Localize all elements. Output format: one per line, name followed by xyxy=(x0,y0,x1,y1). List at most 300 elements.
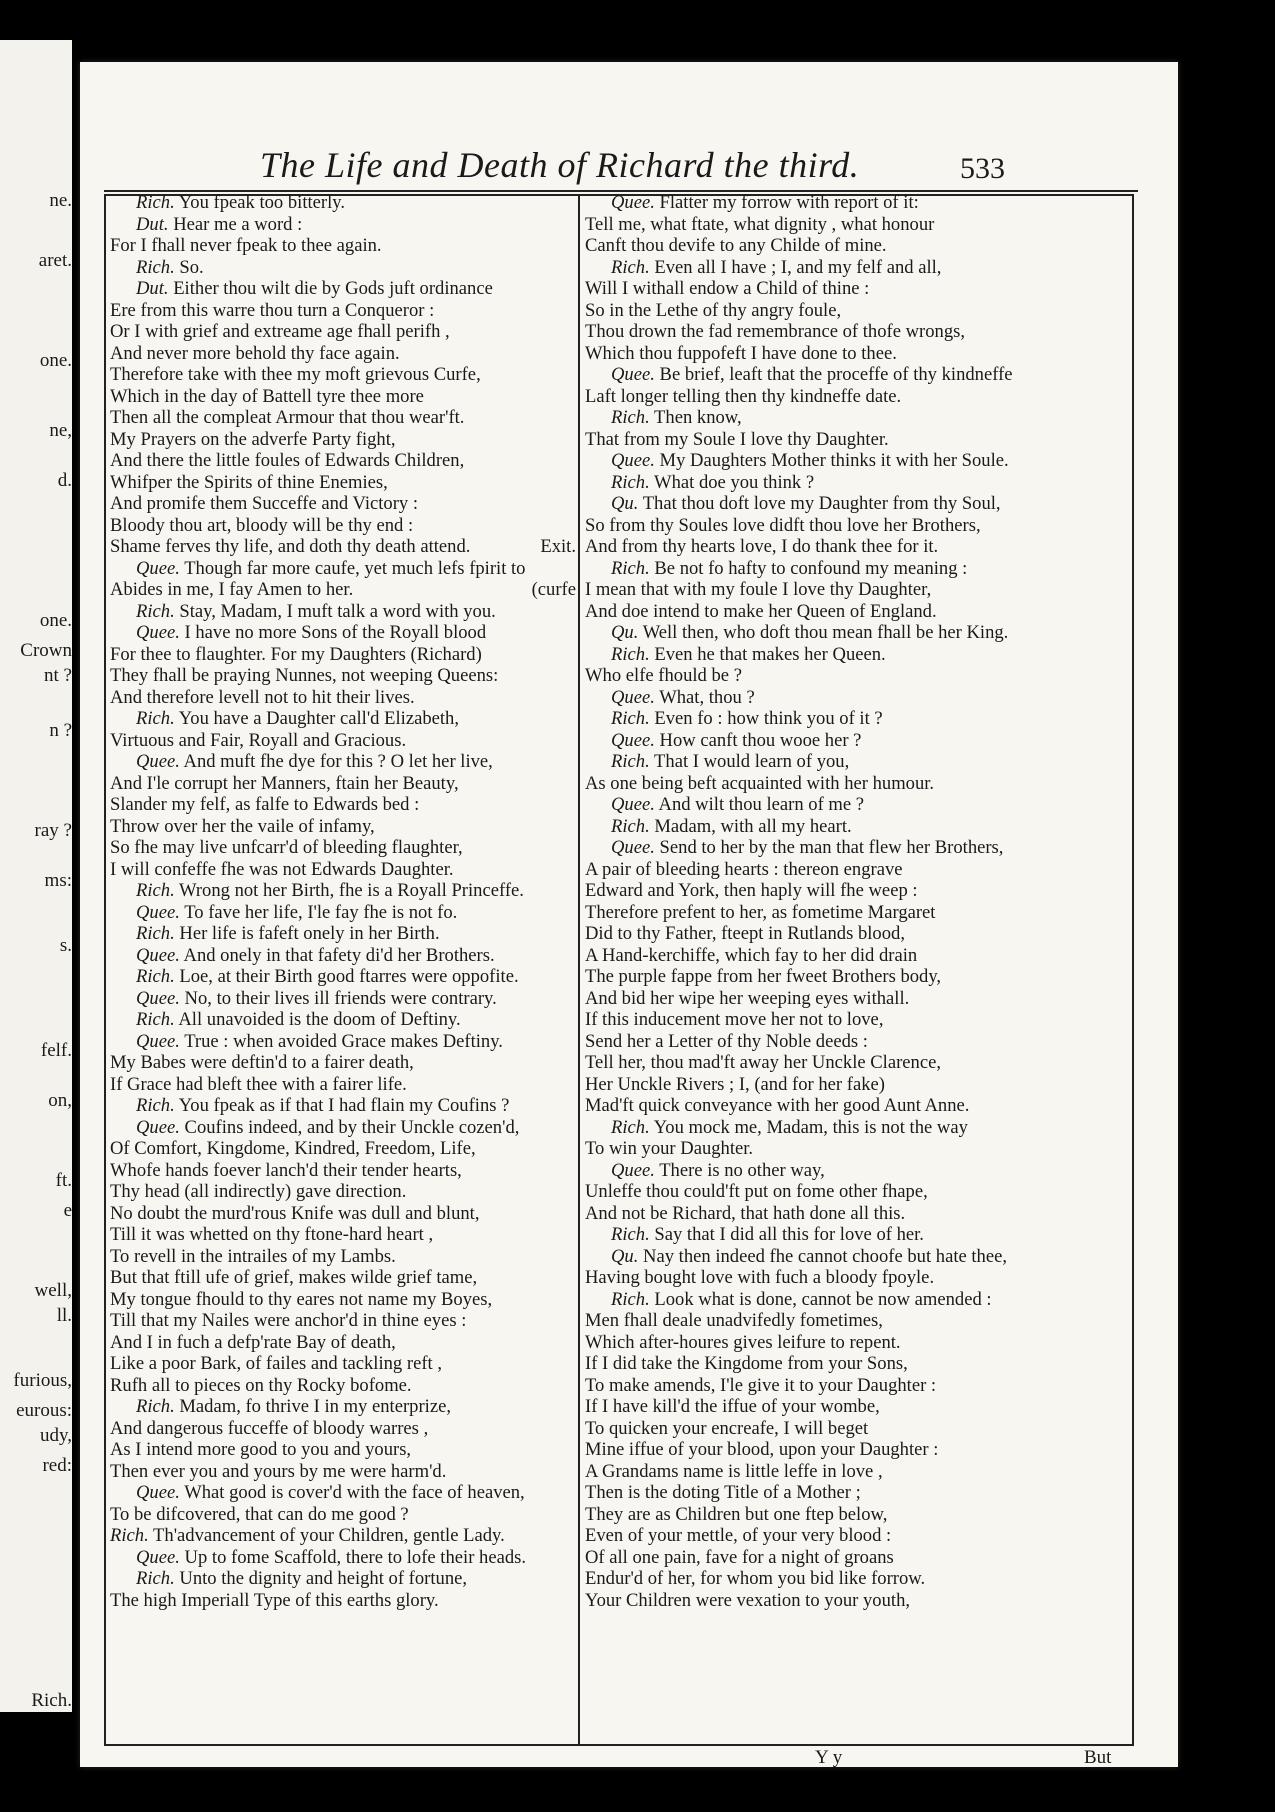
margin-fragment: well, xyxy=(34,1280,72,1301)
text-line xyxy=(585,1095,1135,1117)
verse-text: And promife them Succeffe and Victory : xyxy=(110,493,419,514)
margin-fragment: eurous: xyxy=(16,1400,72,1421)
verse-text: Either thou wilt die by Gods juft ordinance xyxy=(173,278,493,299)
verse-text: Throw over her the vaile of infamy, xyxy=(110,815,375,837)
text-line xyxy=(110,1246,576,1268)
text-line xyxy=(110,364,576,386)
verse-text: Even he that makes her Queen. xyxy=(654,643,886,665)
speaker-prefix: Rich. xyxy=(611,256,650,278)
text-line xyxy=(585,429,1135,451)
margin-fragment: one. xyxy=(39,350,72,371)
verse-text: Then ever you and yours by me were harm'd. xyxy=(110,1460,447,1482)
verse-text: True : when avoided Grace makes Deftiny. xyxy=(184,1030,503,1052)
text-line xyxy=(585,1181,1135,1203)
margin-fragment: ray ? xyxy=(34,820,72,841)
verse-text: What, thou ? xyxy=(659,686,755,708)
speaker-prefix: Quee. xyxy=(611,450,655,471)
speaker-prefix: Dut. xyxy=(136,278,169,299)
verse-text: My Babes were deftin'd to a fairer death, xyxy=(110,1052,414,1073)
speaker-prefix: Quee. xyxy=(611,837,655,858)
text-line xyxy=(585,945,1135,967)
text-line xyxy=(110,1031,576,1053)
text-line xyxy=(585,1203,1135,1225)
verse-text: Mad'ft quick conveyance with her good Aunt Anne. xyxy=(585,1095,970,1116)
text-line xyxy=(110,945,576,967)
text-line xyxy=(585,1439,1135,1461)
verse-text: Laft longer telling then thy kindneffe date. xyxy=(585,385,902,407)
speaker-prefix: Quee. xyxy=(136,1030,180,1052)
speaker-prefix: Quee. xyxy=(611,1159,655,1181)
verse-text: So fhe may live unfcarr'd of bleeding flaughter, xyxy=(110,837,463,858)
right-aligned-note: (curfe xyxy=(531,579,576,600)
verse-text: Her Unckle Rivers ; I, (and for her fake) xyxy=(585,1073,885,1095)
text-line xyxy=(585,1504,1135,1526)
text-line xyxy=(585,1547,1135,1569)
right-text-column xyxy=(585,192,1135,1611)
verse-text: Be brief, leaft that the proceffe of thy kindneffe xyxy=(659,364,1013,385)
text-line xyxy=(110,1052,576,1074)
text-line xyxy=(110,450,576,472)
verse-text: As one being beft acquainted with her humour. xyxy=(585,772,935,794)
verse-text: Though far more caufe, yet much lefs fpirit to xyxy=(184,557,526,579)
margin-fragment: aret. xyxy=(38,250,72,271)
verse-text: The purple fappe from her fweet Brothers body, xyxy=(585,966,942,987)
text-line xyxy=(585,644,1135,666)
verse-text: Shame ferves thy life, and doth thy death attend. xyxy=(110,536,471,557)
verse-text: To quicken your encreafe, I will beget xyxy=(585,1417,869,1439)
text-line xyxy=(585,773,1135,795)
margin-fragment: felf. xyxy=(40,1040,72,1061)
text-line xyxy=(585,1031,1135,1053)
verse-text: Till that my Nailes were anchor'd in thine eyes : xyxy=(110,1310,467,1331)
verse-text: Her life is fafeft onely in her Birth. xyxy=(179,923,440,944)
speaker-prefix: Rich. xyxy=(136,600,175,622)
speaker-prefix: Dut. xyxy=(136,213,169,235)
verse-text: Like a poor Bark, of failes and tackling reft , xyxy=(110,1353,442,1374)
text-line xyxy=(110,1547,576,1569)
verse-text: I will confeffe fhe was not Edwards Daughter. xyxy=(110,858,454,880)
speaker-prefix: Qu. xyxy=(611,493,639,514)
text-line xyxy=(585,214,1135,236)
text-line xyxy=(110,1353,576,1375)
verse-text: And I in fuch a defp'rate Bay of death, xyxy=(110,1331,396,1353)
verse-text: You fpeak as if that I had flain my Coufins ? xyxy=(178,1095,510,1116)
text-line xyxy=(110,515,576,537)
verse-text: Canft thou devife to any Childe of mine. xyxy=(585,235,887,256)
verse-text: Thy head (all indirectly) gave direction. xyxy=(110,1181,407,1202)
verse-text: Up to fome Scaffold, there to lofe their heads. xyxy=(184,1546,527,1568)
margin-fragment: Rich. xyxy=(31,1690,72,1711)
verse-text: Therefore take with thee my moft grievous Curfe, xyxy=(110,364,481,385)
verse-text: Abides in me, I fay Amen to her. xyxy=(110,579,354,600)
text-line xyxy=(110,1375,576,1397)
text-line xyxy=(585,1009,1135,1031)
text-line xyxy=(110,235,576,257)
text-line xyxy=(110,1310,576,1332)
verse-text: Unleffe thou could'ft put on fome other fhape, xyxy=(585,1181,928,1202)
text-line xyxy=(585,1525,1135,1547)
text-line xyxy=(110,1074,576,1096)
text-line xyxy=(585,1160,1135,1182)
verse-text: They are as Children but one ftep below, xyxy=(585,1503,888,1525)
text-line xyxy=(110,493,576,515)
verse-text: Bloody thou art, bloody will be thy end : xyxy=(110,514,414,536)
verse-text: To win your Daughter. xyxy=(585,1138,754,1159)
text-line xyxy=(585,902,1135,924)
text-line xyxy=(110,536,576,558)
left-text-column xyxy=(110,192,576,1611)
text-line xyxy=(110,708,576,730)
verse-text: Say that I did all this for love of her. xyxy=(654,1224,924,1245)
verse-text: And never more behold thy face again. xyxy=(110,342,400,364)
text-line xyxy=(110,923,576,945)
verse-text: Will I withall endow a Child of thine : xyxy=(585,278,870,299)
signature-mark: Y y xyxy=(815,1747,843,1767)
text-line xyxy=(585,493,1135,515)
speaker-prefix: Rich. xyxy=(136,1396,175,1417)
verse-text: What doe you think ? xyxy=(654,471,815,493)
verse-text: And doe intend to make her Queen of England. xyxy=(585,600,937,622)
verse-text: Your Children were vexation to your youth, xyxy=(585,1589,911,1611)
verse-text: No doubt the murd'rous Knife was dull and blunt, xyxy=(110,1202,480,1224)
verse-text: If Grace had bleft thee with a fairer life. xyxy=(110,1073,407,1095)
verse-text: Of Comfort, Kingdome, Kindred, Freedom, Life, xyxy=(110,1138,476,1159)
speaker-prefix: Rich. xyxy=(611,751,650,772)
text-line xyxy=(110,1095,576,1117)
verse-text: Be not fo hafty to confound my meaning : xyxy=(654,557,968,579)
text-line xyxy=(585,1418,1135,1440)
page-number: 533 xyxy=(960,152,1005,185)
verse-text: How canft thou wooe her ? xyxy=(659,729,862,751)
verse-text: Ere from this warre thou turn a Conqueror : xyxy=(110,299,435,321)
text-line xyxy=(110,472,576,494)
verse-text: A Hand-kerchiffe, which fay to her did drain xyxy=(585,944,918,966)
verse-text: And dangerous fucceffe of bloody warres , xyxy=(110,1417,429,1439)
verse-text: And therefore levell not to hit their lives. xyxy=(110,686,415,708)
text-line xyxy=(585,708,1135,730)
text-line xyxy=(110,386,576,408)
text-line xyxy=(110,794,576,816)
verse-text: Or I with grief and extreame age fhall perifh , xyxy=(110,321,450,342)
verse-text: Even all I have ; I, and my felf and all, xyxy=(654,256,942,278)
verse-text: Unto the dignity and height of fortune, xyxy=(179,1568,468,1589)
previous-page-margin xyxy=(0,40,72,1712)
verse-text: No, to their lives ill friends were contrary. xyxy=(184,987,497,1009)
speaker-prefix: Rich. xyxy=(136,966,175,987)
speaker-prefix: Rich. xyxy=(136,1009,175,1030)
verse-text: Having bought love with fuch a bloody fpoyle. xyxy=(585,1267,935,1288)
text-line xyxy=(110,558,576,580)
text-line xyxy=(585,321,1135,343)
speaker-prefix: Rich. xyxy=(611,407,650,428)
verse-text: And there the little foules of Edwards Children, xyxy=(110,450,465,471)
speaker-prefix: Rich. xyxy=(611,471,650,493)
text-line xyxy=(110,321,576,343)
text-line xyxy=(110,1289,576,1311)
text-line xyxy=(110,407,576,429)
text-line xyxy=(585,1332,1135,1354)
text-line xyxy=(585,966,1135,988)
text-line xyxy=(585,794,1135,816)
verse-text: Hear me a word : xyxy=(173,213,303,235)
catchword: But xyxy=(1084,1747,1112,1767)
verse-text: For I fhall never fpeak to thee again. xyxy=(110,235,382,256)
text-line xyxy=(110,751,576,773)
text-line xyxy=(110,622,576,644)
margin-fragment: one. xyxy=(39,610,72,631)
verse-text: Virtuous and Fair, Royall and Gracious. xyxy=(110,729,407,751)
verse-text: They fhall be praying Nunnes, not weeping Queens: xyxy=(110,665,499,686)
verse-text: To fave her life, I'le fay fhe is not fo. xyxy=(184,901,458,923)
text-line xyxy=(585,687,1135,709)
verse-text: Slander my felf, as falfe to Edwards bed : xyxy=(110,794,420,815)
speaker-prefix: Rich. xyxy=(110,1525,149,1546)
text-line xyxy=(585,1396,1135,1418)
verse-text: Madam, fo thrive I in my enterprize, xyxy=(179,1396,451,1417)
text-line xyxy=(585,558,1135,580)
speaker-prefix: Quee. xyxy=(611,794,655,815)
margin-fragment: ne, xyxy=(49,420,72,441)
verse-text: My Daughters Mother thinks it with her Soule. xyxy=(659,450,1009,471)
verse-text: Well then, who doft thou mean fhall be her King. xyxy=(642,622,1009,643)
speaker-prefix: Rich. xyxy=(136,1095,175,1116)
verse-text: To revell in the intrailes of my Lambs. xyxy=(110,1245,396,1267)
text-line xyxy=(110,902,576,924)
speaker-prefix: Rich. xyxy=(611,1116,650,1138)
verse-text: But that ftill ufe of grief, makes wilde grief tame, xyxy=(110,1267,478,1288)
verse-text: Look what is done, cannot be now amended : xyxy=(654,1288,992,1310)
speaker-prefix: Rich. xyxy=(611,708,650,729)
text-line xyxy=(585,837,1135,859)
margin-fragment: e xyxy=(63,1200,72,1221)
verse-text: Even fo : how think you of it ? xyxy=(654,708,883,729)
verse-text: The high Imperiall Type of this earths glory. xyxy=(110,1589,439,1611)
speaker-prefix: Quee. xyxy=(136,1482,180,1503)
margin-fragment: ft. xyxy=(55,1170,72,1191)
text-line xyxy=(110,730,576,752)
text-line xyxy=(110,665,576,687)
text-line xyxy=(110,1525,576,1547)
verse-text: And onely in that fafety di'd her Brothers. xyxy=(183,944,495,966)
verse-text: As I intend more good to you and yours, xyxy=(110,1439,412,1460)
text-line xyxy=(585,278,1135,300)
verse-text: You have a Daughter call'd Elizabeth, xyxy=(178,708,459,729)
speaker-prefix: Quee. xyxy=(611,729,655,751)
verse-text: And bid her wipe her weeping eyes withall. xyxy=(585,987,910,1009)
speaker-prefix: Quee. xyxy=(136,1116,180,1138)
verse-text: Whofe hands foever lanch'd their tender hearts, xyxy=(110,1159,462,1181)
margin-fragment: Crown xyxy=(20,640,72,661)
text-line xyxy=(110,1332,576,1354)
text-line xyxy=(585,923,1135,945)
text-line xyxy=(110,966,576,988)
text-line xyxy=(110,192,576,214)
verse-text: Then is the doting Title of a Mother ; xyxy=(585,1482,861,1503)
text-line xyxy=(585,300,1135,322)
verse-text: Tell her, thou mad'ft away her Unckle Clarence, xyxy=(585,1052,941,1073)
verse-text: Thou drown the fad remembrance of thofe wrongs, xyxy=(585,321,966,342)
speaker-prefix: Rich. xyxy=(136,1568,175,1589)
text-line xyxy=(110,1504,576,1526)
verse-text: There is no other way, xyxy=(659,1159,825,1181)
text-line xyxy=(585,1267,1135,1289)
speaker-prefix: Rich. xyxy=(611,815,650,837)
verse-text: You fpeak too bitterly. xyxy=(178,192,346,213)
text-line xyxy=(585,859,1135,881)
text-line xyxy=(110,1181,576,1203)
verse-text: And not be Richard, that hath done all this. xyxy=(585,1202,906,1224)
text-line xyxy=(110,644,576,666)
verse-text: You mock me, Madam, this is not the way xyxy=(653,1116,968,1138)
text-line xyxy=(585,1482,1135,1504)
verse-text: Loe, at their Birth good ftarres were oppofite. xyxy=(179,966,519,987)
text-line xyxy=(585,1375,1135,1397)
text-line xyxy=(110,1138,576,1160)
text-line xyxy=(110,300,576,322)
verse-text: I mean that with my foule I love thy Daughter, xyxy=(585,579,932,600)
speaker-prefix: Quee. xyxy=(611,364,655,385)
text-line xyxy=(585,1568,1135,1590)
text-line xyxy=(585,1246,1135,1268)
text-line xyxy=(110,1439,576,1461)
text-line xyxy=(585,1590,1135,1612)
verse-text: Edward and York, then haply will fhe weep : xyxy=(585,880,918,901)
margin-fragment: n ? xyxy=(49,720,72,741)
text-line xyxy=(110,1396,576,1418)
verse-text: Nay then indeed fhe cannot choofe but hate thee, xyxy=(643,1245,1008,1267)
verse-text: I have no more Sons of the Royall blood xyxy=(184,622,487,643)
speaker-prefix: Quee. xyxy=(136,901,180,923)
verse-text: Send to her by the man that flew her Brothers, xyxy=(659,837,1004,858)
speaker-prefix: Quee. xyxy=(136,557,180,579)
speaker-prefix: Qu. xyxy=(611,1245,639,1267)
text-line xyxy=(585,192,1135,214)
speaker-prefix: Rich. xyxy=(611,1224,650,1245)
text-line xyxy=(585,880,1135,902)
text-line xyxy=(110,1267,576,1289)
speaker-prefix: Rich. xyxy=(136,256,175,278)
speaker-prefix: Quee. xyxy=(611,192,655,213)
verse-text: If I did take the Kingdome from your Sons, xyxy=(585,1353,908,1374)
text-line xyxy=(585,751,1135,773)
verse-text: Tell me, what ftate, what dignity , what honour xyxy=(585,213,935,235)
verse-text: Stay, Madam, I muft talk a word with you. xyxy=(179,600,496,622)
verse-text: Of all one pain, fave for a night of groans xyxy=(585,1546,894,1568)
text-line xyxy=(585,235,1135,257)
margin-fragment: furious, xyxy=(13,1370,72,1391)
text-line xyxy=(110,1117,576,1139)
text-line xyxy=(585,579,1135,601)
margin-fragment: nt ? xyxy=(44,665,72,686)
text-line xyxy=(110,257,576,279)
text-line xyxy=(585,472,1135,494)
speaker-prefix: Quee. xyxy=(611,686,655,708)
text-line xyxy=(585,1074,1135,1096)
text-line xyxy=(110,1482,576,1504)
verse-text: Flatter my forrow with report of it: xyxy=(659,192,919,213)
verse-text: And wilt thou learn of me ? xyxy=(658,794,865,815)
text-line xyxy=(585,1052,1135,1074)
text-line xyxy=(110,278,576,300)
verse-text: Endur'd of her, for whom you bid like forrow. xyxy=(585,1568,926,1589)
verse-text: A pair of bleeding hearts : thereon engrave xyxy=(585,858,903,880)
column-divider xyxy=(578,194,580,1746)
verse-text: That I would learn of you, xyxy=(654,751,850,772)
verse-text: All unavoided is the doom of Deftiny. xyxy=(178,1009,461,1030)
verse-text: If I have kill'd the iffue of your wombe, xyxy=(585,1396,880,1417)
text-line xyxy=(585,386,1135,408)
verse-text: Then all the compleat Armour that thou wear'ft. xyxy=(110,407,465,428)
text-line xyxy=(585,1289,1135,1311)
verse-text: And muft fhe dye for this ? O let her live, xyxy=(183,751,493,772)
verse-text: So from thy Soules love didft thou love her Brothers, xyxy=(585,514,981,536)
text-line xyxy=(110,816,576,838)
text-line xyxy=(585,1310,1135,1332)
verse-text: Did to thy Father, fteept in Rutlands blood, xyxy=(585,923,905,944)
verse-text: To be difcovered, that can do me good ? xyxy=(110,1503,409,1525)
verse-text: Send her a Letter of thy Noble deeds : xyxy=(585,1030,868,1052)
text-line xyxy=(110,1461,576,1483)
text-line xyxy=(585,450,1135,472)
margin-fragment: ms: xyxy=(44,870,72,891)
text-line xyxy=(110,1203,576,1225)
text-line xyxy=(110,343,576,365)
verse-text: Even of your mettle, of your very blood : xyxy=(585,1525,892,1546)
text-line xyxy=(585,988,1135,1010)
speaker-prefix: Rich. xyxy=(136,880,175,901)
text-line xyxy=(585,1461,1135,1483)
speaker-prefix: Rich. xyxy=(611,643,650,665)
text-line xyxy=(585,257,1135,279)
text-line xyxy=(110,1009,576,1031)
text-line xyxy=(110,859,576,881)
verse-text: My Prayers on the adverfe Party fight, xyxy=(110,428,396,450)
verse-text: Which in the day of Battell tyre thee more xyxy=(110,385,424,407)
text-line xyxy=(110,1418,576,1440)
verse-text: Which after-houres gives leifure to repent. xyxy=(585,1331,901,1353)
verse-text: Mine iffue of your blood, upon your Daughter : xyxy=(585,1439,939,1460)
margin-fragment: s. xyxy=(59,935,72,956)
verse-text: Wrong not her Birth, fhe is a Royall Princeffe. xyxy=(179,880,524,901)
running-title: The Life and Death of Richard the third. xyxy=(260,145,860,185)
verse-text: Madam, with all my heart. xyxy=(654,815,852,837)
text-line xyxy=(585,536,1135,558)
text-line xyxy=(110,880,576,902)
speaker-prefix: Rich. xyxy=(611,557,650,579)
verse-text: For thee to flaughter. For my Daughters (Richard) xyxy=(110,643,482,665)
text-line xyxy=(585,622,1135,644)
text-line xyxy=(110,579,576,601)
speaker-prefix: Rich. xyxy=(136,923,175,944)
verse-text: My tongue fhould to thy eares not name my Boyes, xyxy=(110,1288,493,1310)
speaker-prefix: Rich. xyxy=(611,1288,650,1310)
text-line xyxy=(110,988,576,1010)
verse-text: That thou doft love my Daughter from thy Soul, xyxy=(642,493,1001,514)
verse-text: What good is cover'd with the face of heaven, xyxy=(184,1482,525,1503)
text-line xyxy=(585,1353,1135,1375)
text-line xyxy=(110,687,576,709)
margin-fragment: on, xyxy=(48,1090,72,1111)
verse-text: Coufins indeed, and by their Unckle cozen'd, xyxy=(184,1116,520,1138)
speaker-prefix: Qu. xyxy=(611,622,639,643)
verse-text: Then know, xyxy=(654,407,742,428)
speaker-prefix: Rich. xyxy=(136,708,175,729)
verse-text: Men fhall deale unadvifedly fometimes, xyxy=(585,1310,883,1331)
text-line xyxy=(110,1224,576,1246)
verse-text: And from thy hearts love, I do thank thee for it. xyxy=(585,536,939,557)
margin-fragment: ne. xyxy=(49,190,72,211)
margin-fragment: udy, xyxy=(39,1425,72,1446)
